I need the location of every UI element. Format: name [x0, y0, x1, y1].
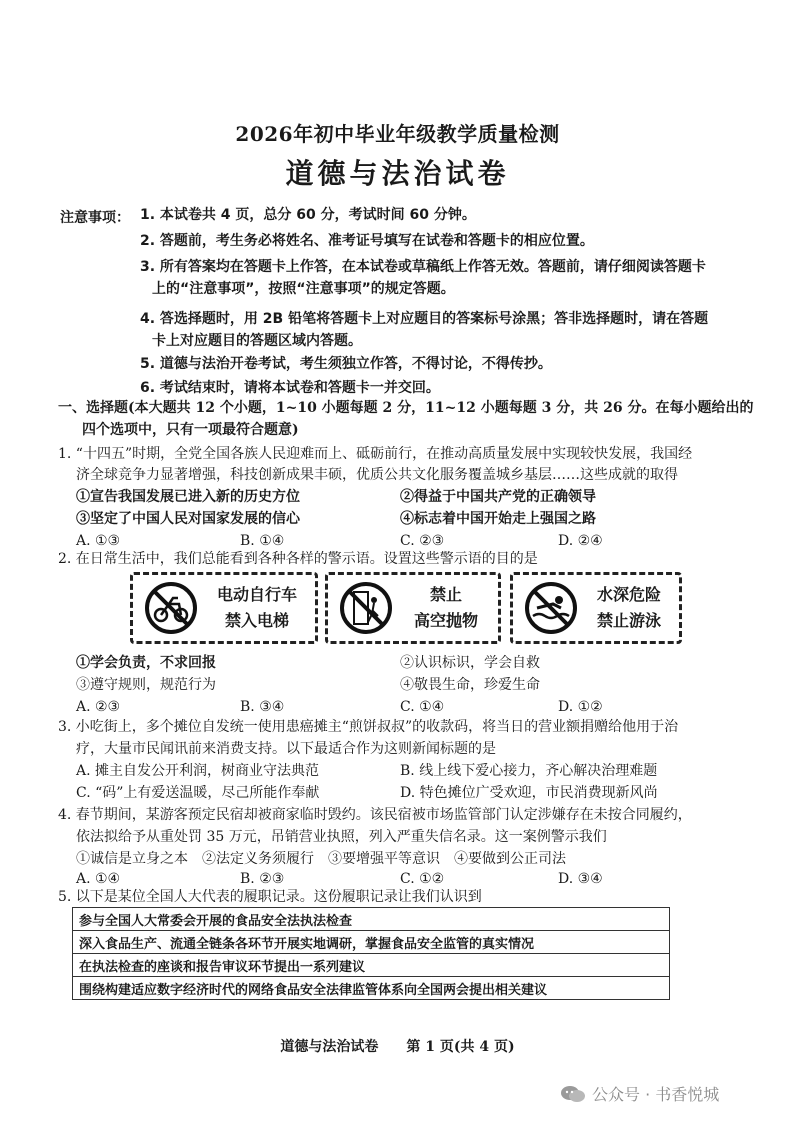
q1-choice-d: D. ②④ [558, 533, 603, 549]
q1-option: ②得益于中国共产党的正确领导 [400, 489, 596, 505]
no-throwing-icon [338, 580, 394, 636]
q4-choice-d: D. ③④ [558, 871, 603, 887]
q1-stem: 1. “十四五”时期，全党全国各族人民迎难而上、砥砺前行，在推动高质量发展中实现较快发展，我国经 [58, 446, 693, 462]
table-cell: 在执法检查的座谈和报告审议环节提出一系列建议 [73, 954, 670, 977]
q1-stem-cont: 济全球竞争力显著增强，科技创新成果丰硕，优质公共文化服务覆盖城乡基层……这些成就的取得 [76, 467, 678, 483]
warning-sign-ebike [130, 572, 318, 644]
note-item: 3. 所有答案均在答题卡上作答，在本试卷或草稿纸上作答无效。答题前，请仔细阅读答题卡 [140, 259, 706, 275]
table-row [73, 908, 670, 931]
q4-stem: 4. 春节期间，某游客预定民宿却被商家临时毁约。该民宿被市场监管部门认定涉嫌存在未按合同履约， [58, 807, 692, 823]
section-heading-cont: 四个选项中，只有一项最符合题意) [82, 422, 299, 438]
q3-choice-b: B. 线上线下爱心接力，齐心解决治理难题 [400, 763, 658, 779]
sign-label: 水深危险 禁止游泳 [596, 585, 661, 630]
q2-stem: 2. 在日常生活中，我们总能看到各种各样的警示语。设置这些警示语的目的是 [58, 551, 538, 567]
q5-stem: 5. 以下是某位全国人大代表的履职记录。这份履职记录让我们认识到 [58, 889, 482, 905]
q1-choice-b: B. ①④ [240, 533, 285, 549]
note-item: 6. 考试结束时，请将本试卷和答题卡一并交回。 [140, 380, 440, 396]
table-row [73, 954, 670, 977]
sign-label: 电动自行车 禁入电梯 [216, 585, 297, 630]
q3-choice-c: C. “码”上有爱送温暖，尽己所能作奉献 [76, 785, 320, 801]
q2-choice-b: B. ③④ [240, 699, 285, 715]
warning-sign-throwing [325, 572, 501, 644]
exam-subject-title: 道德与法治试卷 [285, 157, 510, 190]
page-footer: 道德与法治试卷 第 1 页(共 4 页) [280, 1039, 515, 1055]
note-item-cont: 上的“注意事项”，按照“注意事项”的规定答题。 [152, 281, 455, 297]
q4-options: ①诚信是立身之本 ②法定义务须履行 ③要增强平等意识 ④要做到公正司法 [76, 851, 566, 867]
table-cell: 深入食品生产、流通全链条各环节开展实地调研，掌握食品安全监管的真实情况 [73, 931, 670, 954]
watermark [560, 1082, 719, 1105]
duty-record-table [72, 907, 670, 1000]
q2-option: ④敬畏生命，珍爱生命 [400, 677, 540, 693]
note-item-cont: 卡上对应题目的答题区域内答题。 [152, 333, 362, 349]
table-cell: 参与全国人大常委会开展的食品安全法执法检查 [73, 908, 670, 931]
q2-choice-a: A. ②③ [76, 699, 121, 715]
table-row [73, 977, 670, 1000]
q4-choice-b: B. ②③ [240, 871, 285, 887]
q3-stem-cont: 疗，大量市民闻讯前来消费支持。以下最适合作为这则新闻标题的是 [76, 741, 496, 757]
q2-choice-d: D. ①② [558, 699, 603, 715]
table-row [73, 931, 670, 954]
note-item: 5. 道德与法治开卷考试，考生须独立作答，不得讨论，不得传抄。 [140, 356, 552, 372]
exam-title: 2026年初中毕业年级教学质量检测 [235, 122, 560, 146]
q3-choice-d: D. 特色摊位广受欢迎，市民消费现新风尚 [400, 785, 658, 801]
q1-option: ①宣告我国发展已进入新的历史方位 [76, 489, 300, 505]
q4-choice-c: C. ①② [400, 871, 445, 887]
note-item: 2. 答题前，考生务必将姓名、准考证号填写在试卷和答题卡的相应位置。 [140, 233, 594, 249]
q1-choice-a: A. ①③ [76, 533, 121, 549]
q1-option: ③坚定了中国人民对国家发展的信心 [76, 511, 300, 527]
note-item: 1. 本试卷共 4 页，总分 60 分，考试时间 60 分钟。 [140, 207, 476, 223]
watermark-text: 公众号 · 书香悦城 [592, 1085, 720, 1104]
q3-stem: 3. 小吃街上，多个摊位自发统一使用患癌摊主“煎饼叔叔”的收款码，将当日的营业额捐赠给他用于治 [58, 719, 679, 735]
q1-option: ④标志着中国开始走上强国之路 [400, 511, 596, 527]
warning-sign-swimming [510, 572, 682, 644]
q2-option: ③遵守规则，规范行为 [76, 677, 216, 693]
table-cell: 围绕构建适应数字经济时代的网络食品安全法律监管体系向全国两会提出相关建议 [73, 977, 670, 1000]
section-heading: 一、选择题(本大题共 12 个小题，1~10 小题每题 2 分，11~12 小题每题 3 分，共 26 分。在每小题给出的 [58, 400, 754, 416]
no-swimming-icon [523, 580, 579, 636]
q2-option: ①学会负责，不求回报 [76, 655, 216, 671]
sign-label: 禁止 高空抛物 [413, 585, 478, 630]
q4-stem-cont: 依法拟给予从重处罚 35 万元，吊销营业执照，列入严重失信名录。这一案例警示我们 [76, 829, 607, 845]
q4-choice-a: A. ①④ [76, 871, 121, 887]
q3-choice-a: A. 摊主自发公开利润，树商业守法典范 [76, 763, 320, 779]
note-item: 4. 答选择题时，用 2B 铅笔将答题卡上对应题目的答案标号涂黑；答非选择题时，请在答题 [140, 311, 709, 327]
q2-choice-c: C. ①④ [400, 699, 445, 715]
notes-label: 注意事项： [60, 210, 130, 226]
wechat-icon [560, 1085, 586, 1103]
q2-option: ②认识标识，学会自救 [400, 655, 540, 671]
no-ebike-icon [143, 580, 199, 636]
q1-choice-c: C. ②③ [400, 533, 445, 549]
